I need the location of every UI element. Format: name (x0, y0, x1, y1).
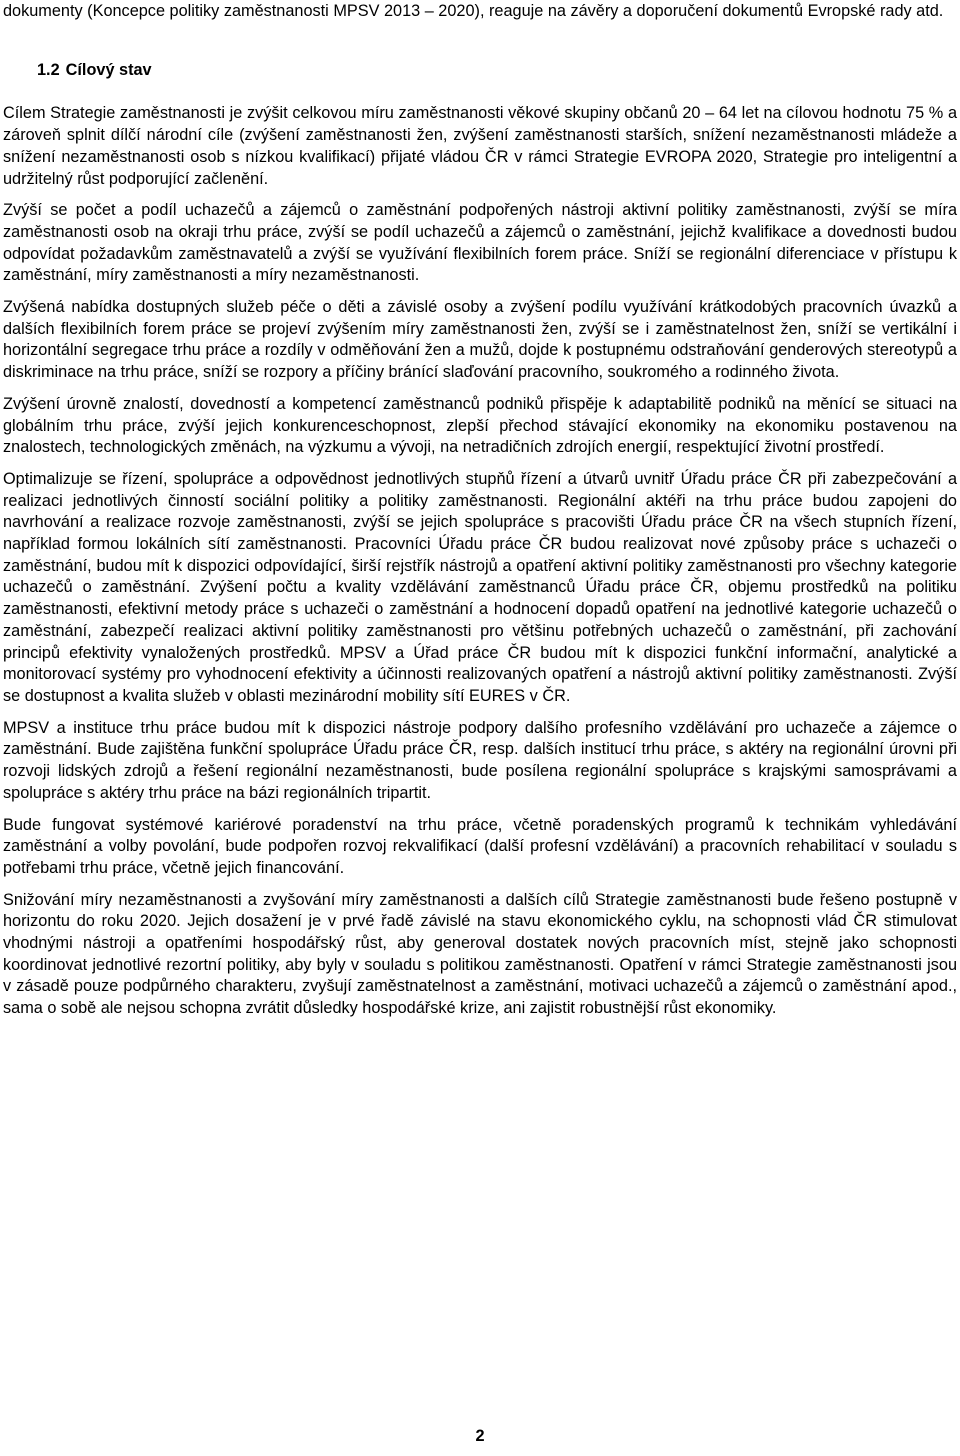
paragraph-labour-office: Optimalizuje se řízení, spolupráce a odpovědnost jednotlivých stupňů řízení a útvarů uvnitř Úřadu práce ČR při zabezpečování a realizaci jednotlivých činností sociální politiky a politiky zaměstnanosti. Regionální aktéři na trhu práce budou zapojeni do navrhování a realizace rozvoje zaměstnanosti, zvýší se jejich spolupráce s pracovišti Úřadu práce ČR na všech stupních řízení, například formou lokálních sítí zaměstnanosti. Pracovníci Úřadu práce ČR budou realizovat nové způsoby práce s uchazeči o zaměstnání, budou mít k dispozici odpovídající, širší rejstřík nástrojů a opatření aktivní politiky zaměstnanosti pro všechny kategorie uchazečů o zaměstnání. Zvýšení počtu a kvality vzdělávání zaměstnanců Úřadu práce ČR, objemu prostředků na politiku zaměstnanosti, efektivní metody práce s uchazeči o zaměstnání a hodnocení dopadů opatření na jednotlivé kategorie uchazečů o zaměstnání, zabezpečí realizaci aktivní politiky zaměstnanosti pro většinu potřebných uchazečů o zaměstnání, při zachování principů efektivity vynaložených prostředků. MPSV a Úřad práce ČR budou mít k dispozici funkční informační, analytické a monitorovací systémy pro vyhodnocení efektivity a účinnosti realizovaných opatření a nástrojů aktivní politiky zaměstnanosti. Zvýší se dostupnost a kvalita služeb v oblasti mezinárodní mobility sítí EURES v ČR. (3, 469, 957, 705)
section-title: Cílový stav (65, 60, 152, 79)
document-page (3, 0, 957, 1020)
paragraph-unemployment-reduction: Snižování míry nezaměstnanosti a zvyšování míry zaměstnanosti a dalších cílů Strategie zaměstnanosti bude řešeno postupně v horizontu do roku 2020. Jejich dosažení je v prvé řadě závislé na stavu ekonomického cyklu, na schopnosti vlád ČR stimulovat vhodnými nástroji a opatřeními hospodářský růst, aby generoval dostatek nových pracovních míst, stejně jako schopnosti koordinovat jednotlivé rezortní politiky, aby byly v souladu s politikou zaměstnanosti. Opatření v rámci Strategie zaměstnanosti jsou v zásadě pouze podpůrného charakteru, zvyšují zaměstnatelnost a zaměstnání, motivaci uchazečů a zájemců o zaměstnání apod., sama o sobě ale nejsou schopna zvrátit důsledky hospodářské krize, ani zajistit robustnější růst ekonomiky. (3, 890, 957, 1018)
section-heading (37, 60, 957, 82)
paragraph-care-services: Zvýšená nabídka dostupných služeb péče o děti a závislé osoby a zvýšení podílu využívání krátkodobých pracovních úvazků a dalších flexibilních forem práce se projeví zvýšením míry zaměstnanosti žen, zvýší se i zaměstnatelnost žen, sníží se vertikální i horizontální segregace trhu práce a rozdíly v odměňování žen a mužů, dojde k postupnému odstraňování genderových stereotypů a diskriminace na trhu práce, sníží se rozpory a příčiny bránící slaďování pracovního, soukromého a rodinného života. (3, 298, 957, 382)
paragraph-applicants: Zvýší se počet a podíl uchazečů a zájemců o zaměstnání podpořených nástroji aktivní politiky zaměstnanosti, zvýší se míra zaměstnanosti osob na okraji trhu práce, zvýší se podíl uchazečů a zájemců o zaměstnání, jejichž kvalifikace a dovednosti budou odpovídat požadavkům zaměstnavatelů a zvýší se využívání flexibilních forem práce. Sníží se regionální diferenciace v přístupu k zaměstnání, míry zaměstnanosti a míry nezaměstnanosti. (3, 201, 957, 285)
section-number: 1.2 (37, 60, 60, 79)
paragraph-mpsv-institutions: MPSV a instituce trhu práce budou mít k dispozici nástroje podpory dalšího profesního vzdělávání pro uchazeče a zájemce o zaměstnání. Bude zajištěna funkční spolupráce Úřadu práce ČR, resp. dalších institucí trhu práce, s aktéry na regionální úrovni při rozvoji lidských zdrojů a řešení regionální nezaměstnanosti, bude posílena regionální spolupráce s krajskými samosprávami a spolupráce s aktéry trhu práce na bázi regionálních tripartit. (3, 718, 957, 802)
paragraph-target-goal: Cílem Strategie zaměstnanosti je zvýšit celkovou míru zaměstnanosti věkové skupiny občanů 20 – 64 let na cílovou hodnotu 75 % a zároveň splnit dílčí národní cíle (zvýšení zaměstnanosti žen, zvýšení zaměstnanosti starších, snížení nezaměstnanosti mládeže a snížení nezaměstnanosti osob s nízkou kvalifikací) přijaté vládou ČR v rámci Strategie EVROPA 2020, Strategie pro inteligentní a udržitelný růst podporující začlenění. (3, 104, 957, 188)
page-number: 2 (475, 1427, 485, 1445)
lead-paragraph: dokumenty (Koncepce politiky zaměstnanosti MPSV 2013 – 2020), reaguje na závěry a doporučení dokumentů Evropské rady atd. (3, 2, 944, 20)
paragraph-skills: Zvýšení úrovně znalostí, dovedností a kompetencí zaměstnanců podniků přispěje k adaptabilitě podniků na měnící se situaci na globálním trhu práce, zvýší jejich konkurenceschopnost, zlepší přechod stávající ekonomiky na ekonomiku postavenou na znalostech, technologických změnách, na výzkumu a vývoji, na netradičních zdrojích energií, respektující životní prostředí. (3, 394, 957, 457)
paragraph-career-counselling: Bude fungovat systémové kariérové poradenství na trhu práce, včetně poradenských programů k technikám vyhledávání zaměstnání a volby povolání, bude podpořen rozvoj rekvalifikací (další profesní vzdělávání) a pracovních rehabilitací v souladu s potřebami trhu práce, včetně jejich financování. (3, 815, 957, 877)
